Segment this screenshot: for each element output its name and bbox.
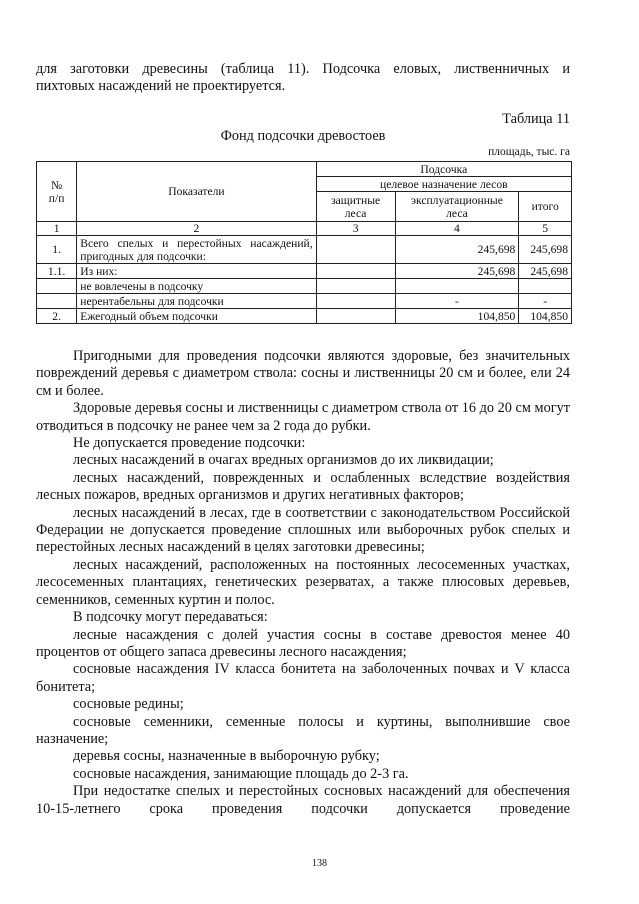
table-title: Фонд подсочки древостоев <box>220 128 386 144</box>
table-row <box>37 236 572 264</box>
row-protective <box>316 309 395 324</box>
paragraph: лесных насаждений, расположенных на постоянных лесосеменных участках, лесосеменных плантациях, генетических резерватах, а также плюсовых деревьев, семенников, семенных куртин и полос. <box>36 556 570 608</box>
paragraph: сосновые насаждения IV класса бонитета на заболоченных почвах и V класса бонитета; <box>36 661 570 695</box>
paragraph: При недостатке спелых и перестойных сосновых насаждений для обеспечения 10-15-летнего срока проведения подсочки допускается проведение <box>36 783 570 817</box>
paragraph: Пригодными для проведения подсочки являются здоровые, без значительных повреждений деревья с диаметром ствола: сосны и лиственницы 20 см и более, ели 24 см и более. <box>36 348 570 399</box>
header-operational: эксплуатационные леса <box>395 192 519 222</box>
row-num: 1.1. <box>37 264 77 279</box>
header-indicators: Показатели <box>77 162 316 222</box>
index-cell: 2 <box>77 222 316 236</box>
paragraph: Не допускается проведение подсочки: <box>73 435 306 452</box>
row-label: не вовлечены в подсочку <box>77 279 316 294</box>
row-label: Ежегодный объем подсочки <box>77 309 316 324</box>
row-num <box>37 279 77 294</box>
header-num-line1: № <box>51 178 63 192</box>
body-text <box>36 348 570 818</box>
index-cell: 5 <box>519 222 572 236</box>
paragraph: лесных насаждений, поврежденных и ослабленных вследствие воздействия лесных пожаров, вредных организмов и других негативных факторов; <box>36 469 570 504</box>
row-num: 1. <box>37 236 77 264</box>
paragraph: В подсочку могут передаваться: <box>73 609 268 626</box>
row-protective <box>316 264 395 279</box>
row-label: нерентабельны для подсочки <box>77 294 316 309</box>
header-podsochka: Подсочка <box>316 162 571 177</box>
row-total: 104,850 <box>519 309 572 324</box>
table-label: Таблица 11 <box>502 111 570 127</box>
intro-paragraph <box>36 61 570 96</box>
paragraph: сосновые редины; <box>73 696 184 713</box>
row-operational: 245,698 <box>395 236 519 264</box>
row-total: 245,698 <box>519 236 572 264</box>
row-label: Из них: <box>77 264 316 279</box>
row-num <box>37 294 77 309</box>
table-row <box>37 279 572 294</box>
table-row <box>37 294 572 309</box>
row-operational: 245,698 <box>395 264 519 279</box>
row-total <box>519 279 572 294</box>
table-row <box>37 264 572 279</box>
header-protective: защитные леса <box>316 192 395 222</box>
row-num: 2. <box>37 309 77 324</box>
index-cell: 1 <box>37 222 77 236</box>
row-total: 245,698 <box>519 264 572 279</box>
paragraph: лесных насаждений в лесах, где в соответствии с законодательством Российской Федерации не допускается проведение сплошных или выборочных рубок спелых и перестойных лесных насаждений в целях заготовки древесины; <box>36 504 570 556</box>
index-cell: 3 <box>316 222 395 236</box>
row-protective <box>316 236 395 264</box>
row-protective <box>316 294 395 309</box>
paragraph: лесных насаждений в очагах вредных организмов до их ликвидации; <box>73 452 494 469</box>
fund-table <box>36 161 572 324</box>
paragraph: деревья сосны, назначенные в выборочную рубку; <box>73 748 380 765</box>
row-total: - <box>519 294 572 309</box>
table-row <box>37 309 572 324</box>
page-number: 138 <box>312 858 327 869</box>
paragraph: сосновые семенники, семенные полосы и куртины, выполнившие свое назначение; <box>36 713 570 747</box>
index-cell: 4 <box>395 222 519 236</box>
index-row <box>37 222 572 236</box>
paragraph: сосновые насаждения, занимающие площадь до 2-3 га. <box>73 765 409 782</box>
header-num-line2: п/п <box>48 191 65 205</box>
row-operational <box>395 279 519 294</box>
header-num <box>37 162 77 222</box>
row-operational: - <box>395 294 519 309</box>
row-operational: 104,850 <box>395 309 519 324</box>
table-units: площадь, тыс. га <box>488 146 570 158</box>
paragraph: Здоровые деревья сосны и лиственницы с диаметром ствола от 16 до 20 см могут отводиться в подсочку не ранее чем за 2 года до рубки. <box>36 400 570 434</box>
intro-line: для заготовки древесины (таблица 11). Подсочка еловых, лиственничных и <box>36 61 570 77</box>
row-label: Всего спелых и перестойных насаждений, пригодных для подсочки: <box>77 236 316 264</box>
header-purpose: целевое назначение лесов <box>316 177 571 192</box>
header-total: итого <box>519 192 572 222</box>
intro-line: пихтовых насаждений не проектируется. <box>36 78 286 95</box>
row-protective <box>316 279 395 294</box>
paragraph: лесные насаждения с долей участия сосны в составе древостоя менее 40 процентов от общего запаса древесины лесного насаждения; <box>36 626 570 660</box>
